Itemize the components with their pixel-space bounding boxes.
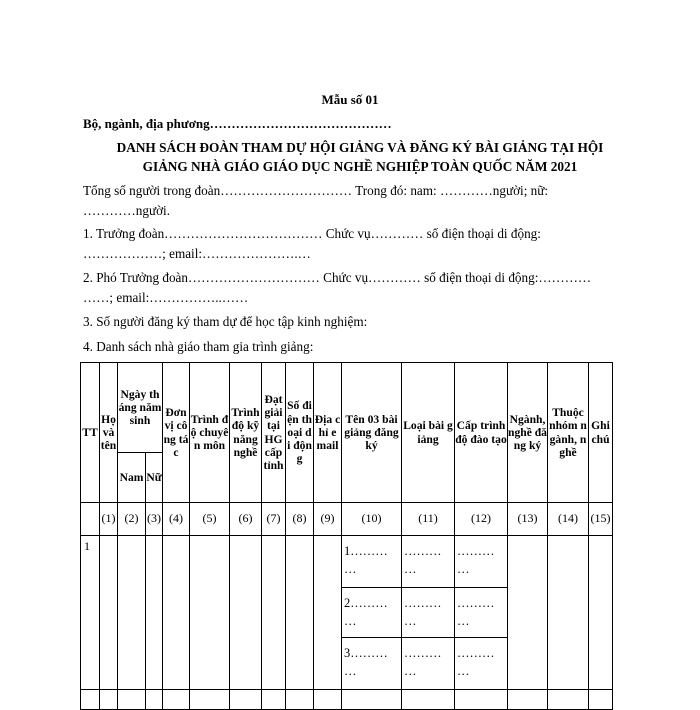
column-number: (6) [230, 503, 262, 536]
header-lesson-type: Loại bài giảng [402, 363, 455, 503]
ministry-line: Bộ, ngành, địa phương…………………………………… [83, 116, 392, 131]
header-major: Ngành, nghề đăng ký [508, 363, 548, 503]
column-number: (13) [508, 503, 548, 536]
column-number: (15) [589, 503, 613, 536]
delegation-total-line-cont: …………người. [83, 203, 171, 218]
row-number: 1 [81, 536, 100, 690]
header-unit: Đơn vị công tác [163, 363, 190, 503]
lesson-type-entry: ……… … [402, 638, 455, 690]
cell-degree [190, 536, 230, 690]
cell-skill [230, 536, 262, 690]
cell-phone [286, 536, 314, 690]
level-entry: ……… … [455, 536, 508, 588]
level-entry: ……… … [455, 638, 508, 690]
teacher-list-heading: 4. Danh sách nhà giáo tham gia trình giảng: [83, 339, 314, 354]
teacher-list-table [80, 362, 613, 710]
document-title-line-1: DANH SÁCH ĐOÀN THAM DỰ HỘI GIẢNG VÀ ĐĂNG KÝ BÀI GIẢNG TẠI HỘI [116, 140, 604, 155]
team-leader-line: 1. Trưởng đoàn……………………………… Chức vụ………… số điện thoại di động: [83, 226, 541, 241]
lesson-type-entry: ……… … [402, 588, 455, 638]
cell-female [146, 536, 163, 690]
cell-major [508, 536, 548, 690]
cell-unit [163, 536, 190, 690]
column-number: (11) [402, 503, 455, 536]
lesson-entry: 2……… … [342, 588, 402, 638]
delegation-total-line: Tổng số người trong đoàn………………………… Trong đó: nam: …………người; nữ: [83, 183, 549, 198]
header-level: Cấp trình độ đào tạo [455, 363, 508, 503]
header-tt: TT [81, 363, 100, 503]
column-number: (8) [286, 503, 314, 536]
header-dob: Ngày tháng năm sinh [118, 363, 163, 453]
team-leader-line-cont: ………………; email:………………….… [83, 246, 311, 261]
cell-male [118, 536, 146, 690]
lesson-entry: 1……… … [342, 536, 402, 588]
cell-award [262, 536, 286, 690]
cell-name [100, 536, 118, 690]
deputy-leader-line: 2. Phó Trưởng đoàn………………………… Chức vụ………… số điện thoại di động:………… [83, 270, 592, 285]
column-number: (10) [342, 503, 402, 536]
cell-group [548, 536, 589, 690]
form-number: Mẫu số 01 [321, 92, 379, 107]
lesson-type-entry: ……… … [402, 536, 455, 588]
column-number: (5) [190, 503, 230, 536]
column-number: (4) [163, 503, 190, 536]
header-name: Họ và tên [100, 363, 118, 503]
lesson-entry: 3……… … [342, 638, 402, 690]
column-number-empty [81, 503, 100, 536]
cell-email [314, 536, 342, 690]
header-phone: Số điện thoại di động [286, 363, 314, 503]
header-lessons: Tên 03 bài giảng đăng ký [342, 363, 402, 503]
column-number: (1) [100, 503, 118, 536]
header-note: Ghi chú [589, 363, 613, 503]
deputy-leader-line-cont: ……; email:……………..…… [83, 290, 249, 305]
level-entry: ……… … [455, 588, 508, 638]
document-title-line-2: GIẢNG NHÀ GIÁO GIÁO DỤC NGHỀ NGHIỆP TOÀN QUỐC NĂM 2021 [142, 159, 578, 174]
header-award: Đạt giải tại HG cấp tỉnh [262, 363, 286, 503]
header-degree: Trình độ chuyên môn [190, 363, 230, 503]
column-number: (2) [118, 503, 146, 536]
column-number: (14) [548, 503, 589, 536]
column-number: (9) [314, 503, 342, 536]
header-skill: Trình độ kỹ năng nghề [230, 363, 262, 503]
header-email: Địa chỉ email [314, 363, 342, 503]
header-male: Nam [118, 453, 146, 503]
column-number: (3) [146, 503, 163, 536]
header-female: Nữ [146, 453, 163, 503]
observers-count-line: 3. Số người đăng ký tham dự để học tập kinh nghiệm: [83, 314, 368, 329]
column-number: (12) [455, 503, 508, 536]
header-group: Thuộc nhóm ngành, nghề [548, 363, 589, 503]
cell-note [589, 536, 613, 690]
column-number: (7) [262, 503, 286, 536]
